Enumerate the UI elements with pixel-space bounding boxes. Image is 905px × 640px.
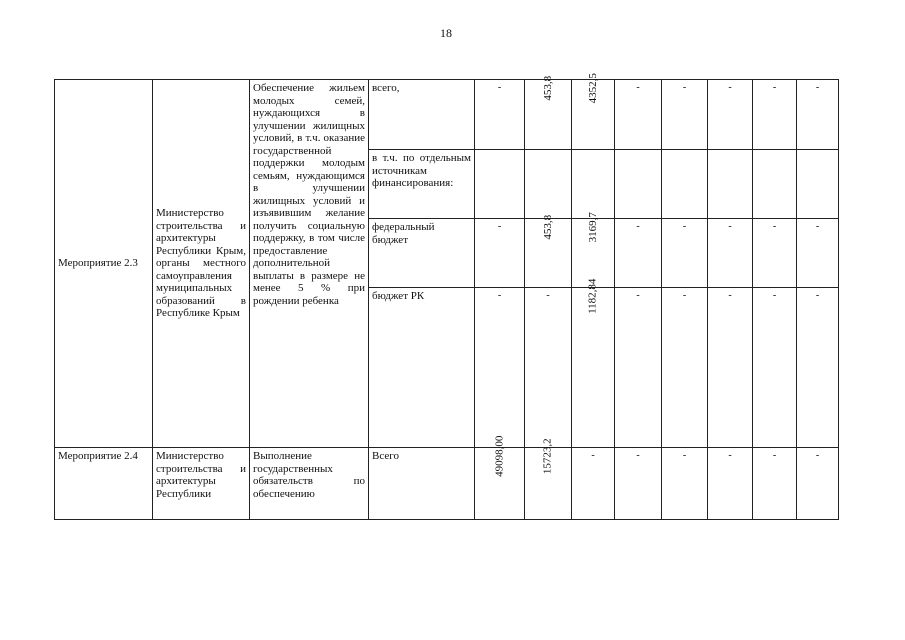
source-label: федеральный бюджет <box>369 219 475 288</box>
executor-cell: Министерство строительства и архитектуры Республики <box>153 448 250 520</box>
value-cell: - <box>615 80 662 150</box>
value-cell <box>475 435 525 520</box>
value-cell: - <box>662 448 708 520</box>
source-label: бюджет РК <box>369 288 475 448</box>
value-cell: - <box>475 80 525 150</box>
measure-label: Мероприятие 2.3 <box>55 80 153 448</box>
value-cell <box>525 438 572 520</box>
value-text: 49098,00 <box>493 435 506 477</box>
value-cell: - <box>753 219 797 288</box>
measure-label: Мероприятие 2.4 <box>55 448 153 520</box>
value-cell <box>525 150 572 219</box>
value-text: 3169,7 <box>586 212 599 243</box>
table-row <box>55 448 839 520</box>
value-cell: - <box>753 448 797 520</box>
value-cell <box>475 150 525 219</box>
value-cell: - <box>753 288 797 448</box>
executor-cell: Министерство строительства и архитектуры Республики Крым, органы местного самоуправления муниципальных образований в Республике Крым <box>153 80 250 448</box>
source-label: Всего <box>369 448 475 520</box>
value-text: 4352,5 <box>586 73 599 104</box>
value-cell <box>615 150 662 219</box>
value-cell: - <box>708 80 753 150</box>
value-cell <box>572 212 615 288</box>
value-cell <box>525 214 572 288</box>
value-cell: - <box>708 448 753 520</box>
value-cell: - <box>797 80 839 150</box>
value-cell: - <box>662 80 708 150</box>
value-cell: - <box>615 288 662 448</box>
value-cell: - <box>662 219 708 288</box>
value-text: 15723,2 <box>541 438 554 475</box>
value-cell <box>572 150 615 219</box>
value-text: 453,8 <box>541 214 554 240</box>
value-cell <box>708 150 753 219</box>
value-text: 1182,84 <box>586 278 599 314</box>
value-cell <box>572 278 615 448</box>
value-cell: - <box>797 288 839 448</box>
value-cell: - <box>797 448 839 520</box>
value-cell: - <box>475 219 525 288</box>
value-cell: - <box>615 219 662 288</box>
description-cell: Обеспечение жильем молодых семей, нуждающихся в улучшении жилищных условий, в т.ч. оказание государственной поддержки молодым семьям, нуждающимся в улучшении жилищных условий и изъявившим желание получить социальную поддержку, в том числе предоставление дополнительной выплаты в размере не менее 5 % при рождении ребенка <box>250 80 369 448</box>
value-cell: - <box>753 80 797 150</box>
value-cell <box>753 150 797 219</box>
value-cell <box>662 150 708 219</box>
value-cell: - <box>797 219 839 288</box>
value-cell <box>797 150 839 219</box>
value-cell: - <box>708 288 753 448</box>
page-number: 18 <box>440 26 452 40</box>
value-cell: - <box>475 288 525 448</box>
description-cell: Выполнение государственных обязательств по обеспечению <box>250 448 369 520</box>
value-cell <box>572 73 615 150</box>
source-label: в т.ч. по отдельным источникам финансирования: <box>369 150 475 219</box>
value-cell: - <box>615 448 662 520</box>
value-cell: - <box>662 288 708 448</box>
table-row <box>55 80 839 150</box>
value-cell <box>525 75 572 150</box>
budget-table <box>54 73 839 520</box>
value-cell: - <box>708 219 753 288</box>
value-cell: - <box>572 448 615 520</box>
value-text: 453,8 <box>541 75 554 101</box>
value-cell: - <box>525 288 572 448</box>
source-label: всего, <box>369 80 475 150</box>
